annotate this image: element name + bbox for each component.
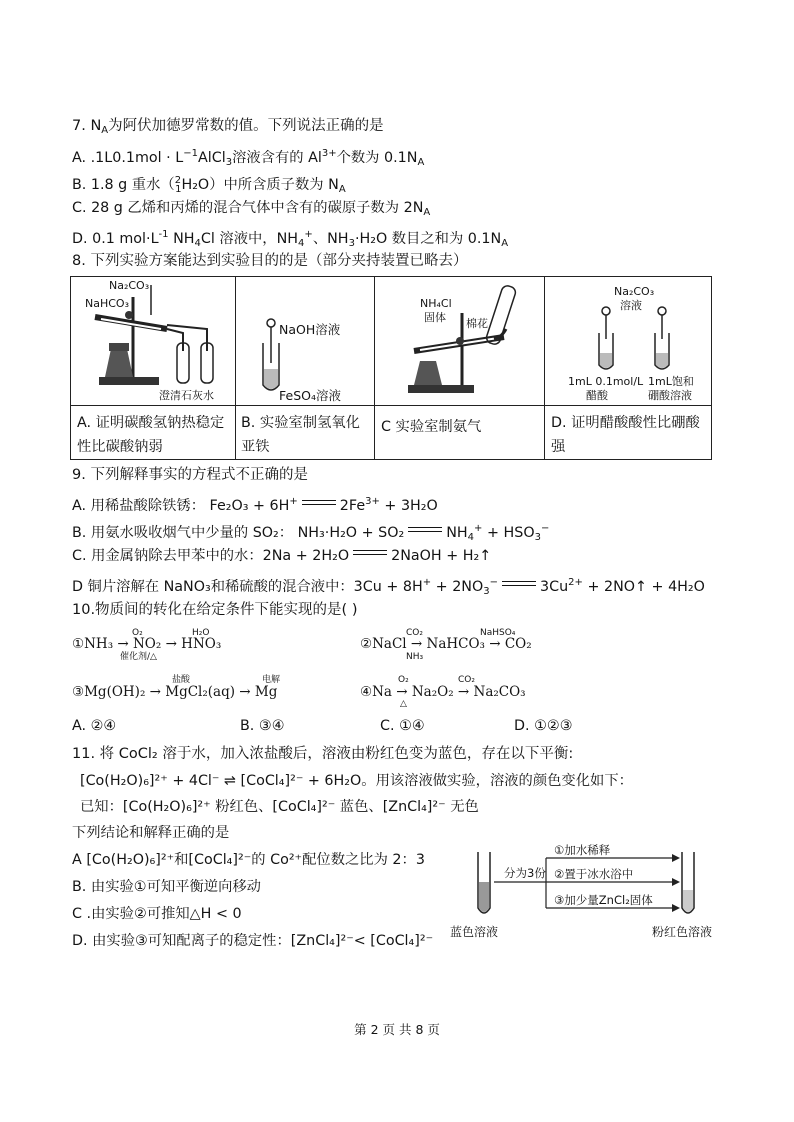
q10-option-a: A. ②④ [72, 718, 117, 734]
q11-option-c: C .由实验②可推知△H < 0 [72, 906, 242, 922]
pink-solution-label: 粉红色溶液 [652, 925, 713, 939]
q10-title: 10.物质间的转化在给定条件下能实现的是( ) [72, 602, 358, 618]
step1-label: ①加水稀释 [554, 843, 611, 857]
label-cotton: 棉花 [466, 317, 488, 330]
r4-over-2: CO₂ [458, 675, 475, 685]
r1-over-2: H₂O [192, 628, 210, 638]
equals-arrow-icon [353, 547, 387, 559]
step2-label: ②置于冰水浴中 [554, 867, 634, 881]
q8-option-a: A. 证明碳酸氢钠热稳定性比碳酸钠弱 [77, 415, 225, 455]
q7-option-c: C. 28 g 乙烯和丙烯的混合气体中含有的碳原子数为 $2N_A$ [72, 200, 431, 218]
figure-c-ammonia-apparatus [374, 277, 544, 405]
label-limewater: 澄清石灰水 [159, 389, 214, 402]
blue-solution-label: 蓝色溶液 [450, 925, 499, 939]
q10-option-c: C. ①④ [380, 718, 425, 734]
q8-title: 8. 下列实验方案能达到实验目的的是（部分夹持装置已略去） [72, 253, 468, 269]
q8-option-b: B. 实验室制氢氧化亚铁 [241, 415, 360, 455]
q7-option-a: A. $.1L0.1mol \cdot L^{-1}AlCl_3$溶液含有的 $Al^{3+}$个数为 $0.1N_A$ [72, 148, 425, 168]
equals-arrow-icon [302, 497, 336, 509]
page-number: 第 2 页 共 8 页 [354, 1022, 440, 1037]
q8-option-c: C 实验室制氨气 [381, 419, 482, 435]
r1-over-1: O₂ [132, 628, 143, 638]
step3-label: ③加少量ZnCl₂固体 [554, 893, 653, 907]
q10-reaction-4: ④Na → Na₂O₂ → Na₂CO₃ [360, 684, 526, 700]
figure-b-test-tube [235, 277, 374, 405]
q11-equilibrium: [Co(H₂O)₆]²⁺ + 4Cl⁻ ⇌ [CoCl₄]²⁻ + 6H₂O。用该溶液做实验，溶液的颜色变化如下： [80, 773, 633, 789]
q8-option-d: D. 证明醋酸酸性比硼酸强 [551, 415, 700, 455]
label-acetic-conc: 1mL 0.1mol/L [568, 375, 644, 388]
label-solid: 固体 [424, 311, 446, 324]
q10-reaction-3: ③Mg(OH)₂ → MgCl₂(aq) → Mg [72, 684, 278, 700]
equals-arrow-icon [502, 578, 536, 590]
r3-over-2: 电解 [262, 675, 281, 685]
label-nahco3: NaHCO₃ [85, 297, 129, 310]
q7-option-d: D. 0.1 $mol\cdot L^{-1}$ $NH_4Cl$ 溶液中，$NH_4^+$、$NH_3\cdot H_2O$ 数目之和为 $0.1N_A$ [72, 229, 509, 249]
q11-known: 已知：[Co(H₂O)₆]²⁺ 粉红色、[CoCl₄]²⁻ 蓝色、[ZnCl₄]²⁻ 无色 [80, 799, 479, 815]
r2-over-1: CO₂ [406, 628, 423, 638]
q10-reaction-2: ②NaCl → NaHCO₃ → CO₂ [360, 636, 532, 652]
label-saturated: 1mL饱和 [648, 375, 694, 388]
q9-title: 9. 下列解释事实的方程式不正确的是 [72, 467, 308, 483]
q7-option-b: B. 1.8 g 重水（$^2_1$H₂O）中所含质子数为 $N_A$ [72, 175, 346, 195]
q10-option-b: B. ③④ [240, 718, 285, 734]
apparatus-c-icon [374, 277, 544, 405]
r4-over-1: O₂ [398, 675, 409, 685]
q9-option-b: B. 用氨水吸收烟气中少量的 SO₂： NH₃·H₂O + SO₂ $NH_4^+ + HSO_3^-$ [72, 523, 550, 543]
split-label: 分为3份 [504, 866, 546, 880]
q9-option-d: D 铜片溶解在 NaNO₃和稀硫酸的混合液中：$3Cu + 8H^+ + 2NO_3^-$ $3Cu^{2+}$ + 2NO↑ + 4H₂O [72, 577, 705, 597]
q10-option-d: D. ①②③ [514, 718, 573, 734]
r2-under-1: NH₃ [406, 652, 424, 662]
q9-option-a: A. 用稀盐酸除铁锈： Fe₂O₃ + 6H+ $2Fe^{3+} + 3H_2O$ [72, 496, 438, 514]
q11-title: 11. 将 CoCl₂ 溶于水，加入浓盐酸后，溶液由粉红色变为蓝色，存在以下平衡: [72, 746, 574, 762]
q11-option-a: A [Co(H₂O)₆]²⁺和[CoCl₄]²⁻的 Co²⁺配位数之比为 2：3 [72, 852, 425, 868]
r1-under-1: 催化剂/△ [120, 652, 157, 662]
label-boric: 硼酸溶液 [648, 389, 692, 402]
figure-a-heating-apparatus [71, 277, 235, 405]
label-solution: 溶液 [620, 299, 642, 312]
label-na2co3-d: Na₂CO₃ [614, 285, 655, 298]
label-naoh: NaOH溶液 [279, 322, 341, 337]
test-tube-icon [235, 277, 374, 405]
q10-reaction-1: ①NH₃ → NO₂ → HNO₃ [72, 636, 222, 652]
label-nh4cl: NH₄Cl [420, 297, 452, 310]
label-feso4: FeSO₄溶液 [279, 388, 341, 403]
q11-option-b: B. 由实验①可知平衡逆向移动 [72, 879, 261, 895]
figure-d-two-test-tubes [544, 277, 713, 405]
q8-table [70, 276, 712, 460]
equals-arrow-icon [408, 524, 442, 536]
q11-option-d: D. 由实验③可知配离子的稳定性：[ZnCl₄]²⁻< [CoCl₄]²⁻ [72, 933, 434, 949]
q7-title: 7. $N_A$为阿伏加德罗常数的值。下列说法正确的是 [72, 118, 384, 136]
table-divider [71, 405, 711, 406]
r3-over-1: 盐酸 [172, 675, 191, 685]
label-acetic: 醋酸 [586, 389, 608, 402]
r4-under-1: △ [400, 699, 407, 709]
q9-option-c: C. 用金属钠除去甲苯中的水：2Na + 2H₂O 2NaOH + H₂↑ [72, 548, 492, 564]
r2-over-2: NaHSO₄ [480, 628, 516, 638]
label-na2co3: Na₂CO₃ [109, 279, 150, 292]
q11-experiment-diagram [446, 842, 730, 946]
q11-ask: 下列结论和解释正确的是 [72, 825, 230, 841]
